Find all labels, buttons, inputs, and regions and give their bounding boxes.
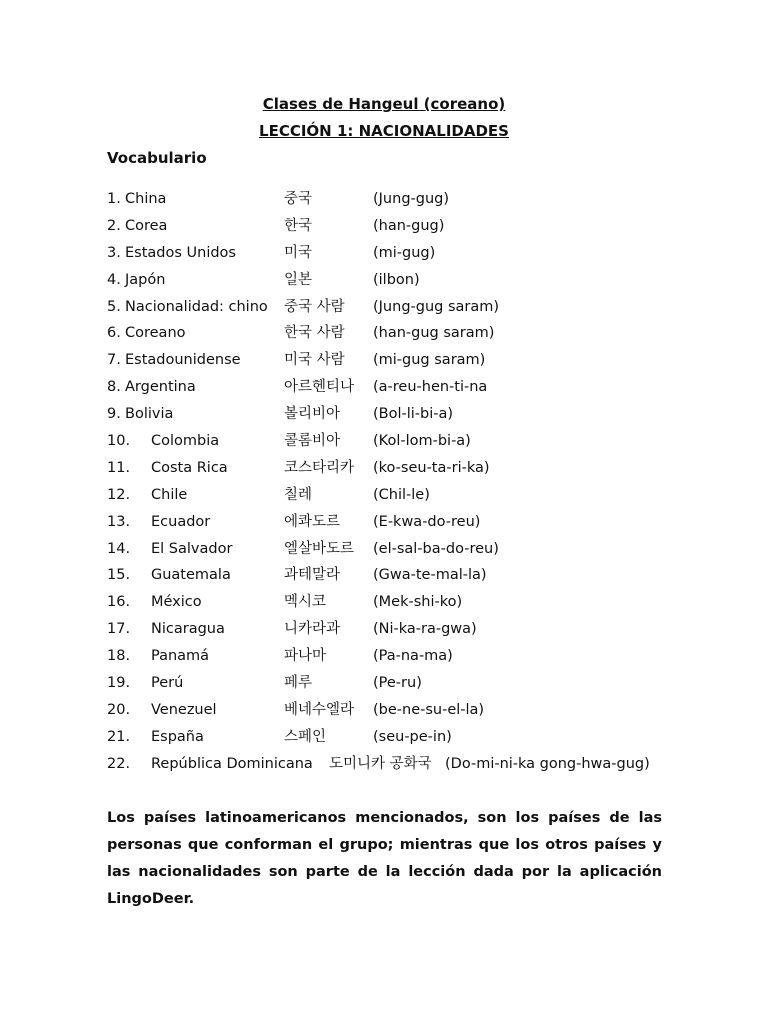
closing-paragraph: Los países latinoamericanos mencionados, son los países de las personas que conforman el grupo; mientras que los otros países y las nacionalidades son parte de la lección dada por la aplicación LingoDeer. (107, 809, 662, 907)
vocab-korean: 미국 사람 (284, 352, 345, 369)
vocab-korean: 베네수엘라 (284, 701, 355, 718)
vocab-korean: 에콰도르 (284, 513, 341, 530)
vocab-number: 4. (107, 271, 121, 288)
vocab-korean: 코스타리카 (284, 459, 355, 476)
vocab-row (107, 457, 727, 484)
vocab-romanization: (be-ne-su-el-la) (373, 701, 485, 718)
vocab-spanish: Estados Unidos (125, 244, 236, 261)
vocab-romanization: (mi-gug) (373, 244, 436, 261)
vocab-spanish: Costa Rica (151, 459, 228, 476)
vocab-korean: 멕시코 (284, 594, 327, 611)
lesson-title (0, 122, 768, 140)
vocab-romanization: (ilbon) (373, 271, 420, 288)
vocab-spanish: Perú (151, 675, 184, 692)
vocab-spanish: Nacionalidad: chino (125, 298, 268, 315)
vocab-number: 6. (107, 325, 121, 342)
vocab-romanization: (Pe-ru) (373, 675, 422, 692)
vocab-korean: 칠레 (284, 486, 313, 503)
vocabulary-list (107, 188, 727, 780)
vocab-romanization: (Pa-na-ma) (373, 648, 453, 665)
vocab-row (107, 430, 727, 457)
vocab-romanization: (el-sal-ba-do-reu) (373, 540, 499, 557)
vocab-number: 10. (107, 433, 131, 450)
vocab-spanish: Coreano (125, 325, 186, 342)
vocab-korean: 파나마 (284, 648, 327, 665)
vocab-korean: 볼리비아 (284, 406, 341, 423)
vocab-row (107, 511, 727, 538)
vocab-number: 5. (107, 298, 121, 315)
vocab-row (107, 726, 727, 753)
vocab-spanish: Argentina (125, 379, 196, 396)
vocab-romanization: (a-reu-hen-ti-na (373, 379, 488, 396)
vocab-korean: 과테말라 (284, 567, 341, 584)
vocab-row (107, 645, 727, 672)
vocab-row (107, 242, 727, 269)
document-title (0, 95, 768, 113)
vocab-spanish: República Dominicana (151, 755, 313, 772)
vocab-number: 3. (107, 244, 121, 261)
vocab-row (107, 672, 727, 699)
vocab-row (107, 538, 727, 565)
vocab-number: 2. (107, 217, 121, 234)
vocab-row (107, 322, 727, 349)
vocab-number: 15. (107, 567, 131, 584)
vocab-korean: 중국 (284, 191, 313, 207)
vocab-korean: 콜롬비아 (284, 433, 341, 450)
vocab-number: 18. (107, 648, 131, 665)
vocab-spanish: Nicaragua (151, 621, 225, 638)
section-heading: Vocabulario (107, 149, 207, 167)
vocab-romanization: (Gwa-te-mal-la) (373, 567, 487, 584)
vocab-spanish: España (151, 728, 204, 745)
vocab-korean: 미국 (284, 244, 313, 261)
vocab-number: 22. (107, 755, 131, 772)
vocab-row (107, 591, 727, 618)
vocab-romanization: (Chil-le) (373, 486, 430, 503)
vocab-spanish: Bolivia (125, 406, 174, 423)
vocab-number: 17. (107, 621, 131, 638)
vocab-romanization: (ko-seu-ta-ri-ka) (373, 459, 490, 476)
vocab-row (107, 403, 727, 430)
vocab-spanish: Ecuador (151, 513, 211, 530)
vocab-spanish: El Salvador (151, 540, 233, 557)
vocab-korean: 도미니카 공화국 (329, 755, 432, 772)
document-title-text: Clases de Hangeul (coreano) (262, 95, 506, 113)
vocab-number: 9. (107, 406, 121, 423)
vocab-korean: 한국 (284, 217, 313, 234)
vocab-number: 14. (107, 540, 131, 557)
vocab-romanization: (Bol-li-bi-a) (373, 406, 454, 423)
vocab-korean: 일본 (284, 271, 313, 288)
lesson-title-text: LECCIÓN 1: NACIONALIDADES (259, 122, 509, 140)
vocab-spanish: Panamá (151, 648, 210, 665)
vocab-number: 20. (107, 701, 131, 718)
vocab-romanization: (Jung-gug saram) (373, 298, 500, 315)
vocab-spanish: Colombia (151, 433, 220, 450)
vocab-spanish: Guatemala (151, 567, 231, 584)
vocab-number: 21. (107, 728, 131, 745)
vocab-romanization: (Mek-shi-ko) (373, 594, 463, 611)
vocab-korean: 니카라과 (284, 621, 341, 638)
vocab-row (107, 215, 727, 242)
vocab-romanization: (Ni-ka-ra-gwa) (373, 621, 477, 638)
vocab-romanization: (Kol-lom-bi-a) (373, 433, 471, 450)
vocab-spanish: Estadounidense (125, 352, 241, 369)
vocab-row (107, 296, 727, 323)
vocab-spanish: China (125, 191, 167, 207)
vocab-korean: 한국 사람 (284, 325, 345, 342)
vocab-number: 13. (107, 513, 131, 530)
vocab-romanization: (han-gug) (373, 217, 445, 234)
vocab-row (107, 188, 727, 215)
vocab-korean: 엘살바도르 (284, 540, 355, 557)
vocab-korean: 스페인 (284, 728, 327, 745)
vocab-romanization: (han-gug saram) (373, 325, 495, 342)
vocab-romanization: (Jung-gug) (373, 191, 450, 207)
vocab-spanish: Japón (125, 271, 166, 288)
vocab-number: 16. (107, 594, 131, 611)
vocab-row (107, 349, 727, 376)
vocab-number: 1. (107, 191, 121, 207)
vocab-row (107, 618, 727, 645)
vocab-korean: 아르헨티나 (284, 379, 355, 396)
vocab-row (107, 753, 727, 780)
vocab-number: 7. (107, 352, 121, 369)
vocab-romanization: (E-kwa-do-reu) (373, 513, 481, 530)
vocab-spanish: Corea (125, 217, 168, 234)
vocab-spanish: Venezuel (151, 701, 217, 718)
vocab-spanish: México (151, 594, 202, 611)
vocab-row (107, 269, 727, 296)
vocab-number: 12. (107, 486, 131, 503)
vocab-korean: 중국 사람 (284, 298, 345, 315)
vocab-korean: 페루 (284, 675, 313, 692)
vocab-romanization: (Do-mi-ni-ka gong-hwa-gug) (445, 755, 650, 772)
vocab-spanish: Chile (151, 486, 188, 503)
vocab-romanization: (mi-gug saram) (373, 352, 486, 369)
vocab-row (107, 564, 727, 591)
vocab-number: 19. (107, 675, 131, 692)
vocab-number: 11. (107, 459, 131, 476)
vocab-number: 8. (107, 379, 121, 396)
vocab-row (107, 376, 727, 403)
vocab-row (107, 484, 727, 511)
vocab-romanization: (seu-pe-in) (373, 728, 452, 745)
vocab-row (107, 699, 727, 726)
